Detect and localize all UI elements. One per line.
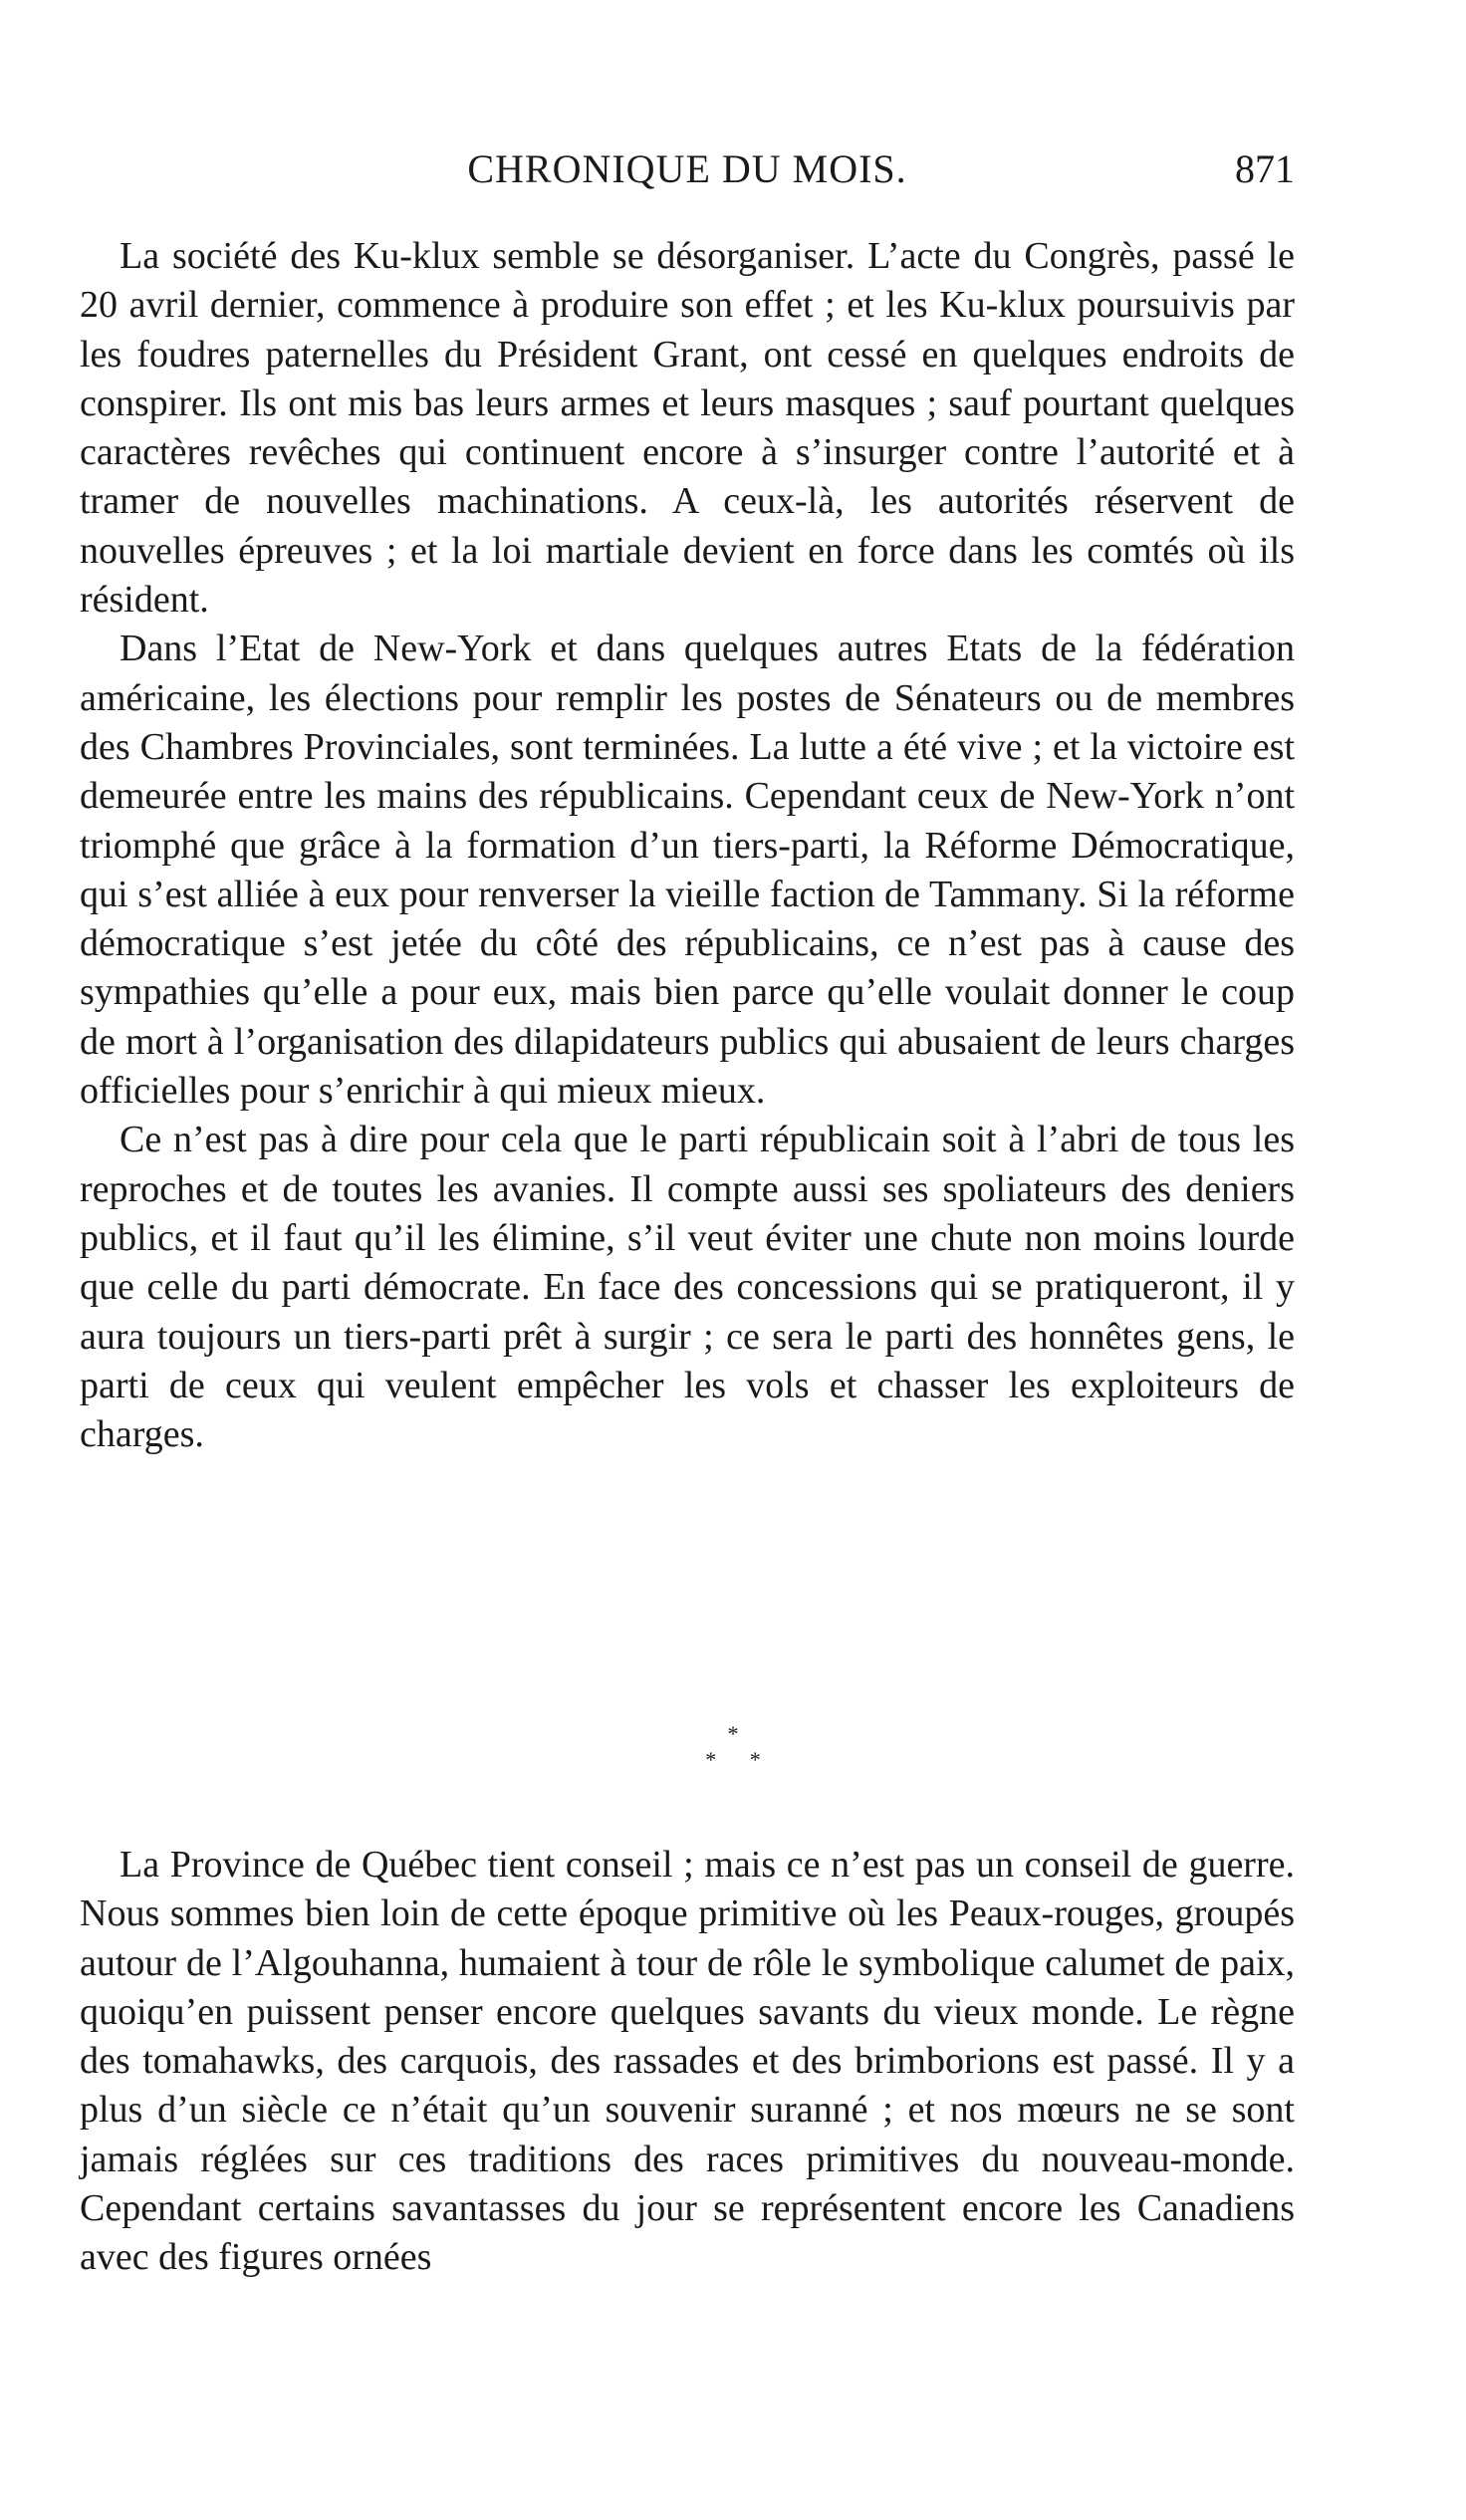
running-title: CHRONIQUE DU MOIS.: [467, 146, 907, 191]
text-block-upper: [80, 232, 1295, 1459]
asterism-separator: [0, 1723, 1466, 1803]
page-number: 871: [1235, 146, 1295, 191]
paragraph-republican-party: Ce n’est pas à dire pour cela que le parti républicain soit à l’abri de tous les reproches et de toutes les avanies. Il compte aussi ses spoliateurs des deniers publics, et il faut qu’il les élimine, s’il veut éviter une chute non moins lourde que celle du parti démocrate. En face des concessions qui se pratiqueront, il y aura toujours un tiers-parti prêt à surgir ; ce sera le parti des honnêtes gens, le parti de ceux qui veulent empêcher les vols et chasser les exploiteurs de charges.: [80, 1119, 1295, 1456]
paragraph-province-quebec: La Province de Québec tient conseil ; mais ce n’est pas un conseil de guerre. Nous sommes bien loin de cette époque primitive où les Peaux-rouges, groupés autour de l’Algouhanna, humaient à tour de rôle le symbolique calumet de paix, quoiqu’en puissent penser encore quelques savants du vieux monde. Le règne des tomahawks, des carquois, des rassades et des brimborions est passé. Il y a plus d’un siècle ce n’était qu’un souvenir suranné ; et nos mœurs ne se sont jamais réglées sur ces traditions des races primitives du nouveau-monde. Cependant certains savantasses du jour se représentent encore les Canadiens avec des figures ornées: [80, 1844, 1295, 2279]
paragraph-new-york-elections: Dans l’Etat de New-York et dans quelques autres Etats de la fédération américaine, les élections pour remplir les postes de Sénateurs ou de membres des Chambres Provinciales, sont terminées. La lutte a été vive ; et la victoire est demeurée entre les mains des républicains. Cependant ceux de New-York n’ont triomphé que grâce à la formation d’un tiers-parti, la Réforme Démocratique, qui s’est alliée à eux pour renverser la vieille faction de Tammany. Si la réforme démocratique s’est jetée du côté des républicains, ce n’est pas à cause des sympathies qu’elle a pour eux, mais bien parce qu’elle voulait donner le coup de mort à l’organisation des dilapidateurs publics qui abusaient de leurs charges officielles pour s’enrichir à qui mieux mieux.: [80, 628, 1295, 1113]
running-header: [80, 139, 1295, 199]
asterism-bottom-stars: * *: [705, 1747, 775, 1772]
text-block-lower: [80, 1841, 1295, 2283]
asterism-top-star: *: [727, 1721, 739, 1746]
paragraph-ku-klux: La société des Ku-klux semble se désorganiser. L’acte du Congrès, passé le 20 avril dernier, commence à produire son effet ; et les Ku-klux poursuivis par les foudres paternelles du Président Grant, ont cessé en quelques endroits de conspirer. Ils ont mis bas leurs armes et leurs masques ; sauf pourtant quelques caractères revêches qui continuent encore à s’insurger contre l’autorité et à tramer de nouvelles machinations. A ceux-là, les autorités réservent de nouvelles épreuves ; et la loi martiale devient en force dans les comtés où ils résident.: [80, 235, 1295, 622]
